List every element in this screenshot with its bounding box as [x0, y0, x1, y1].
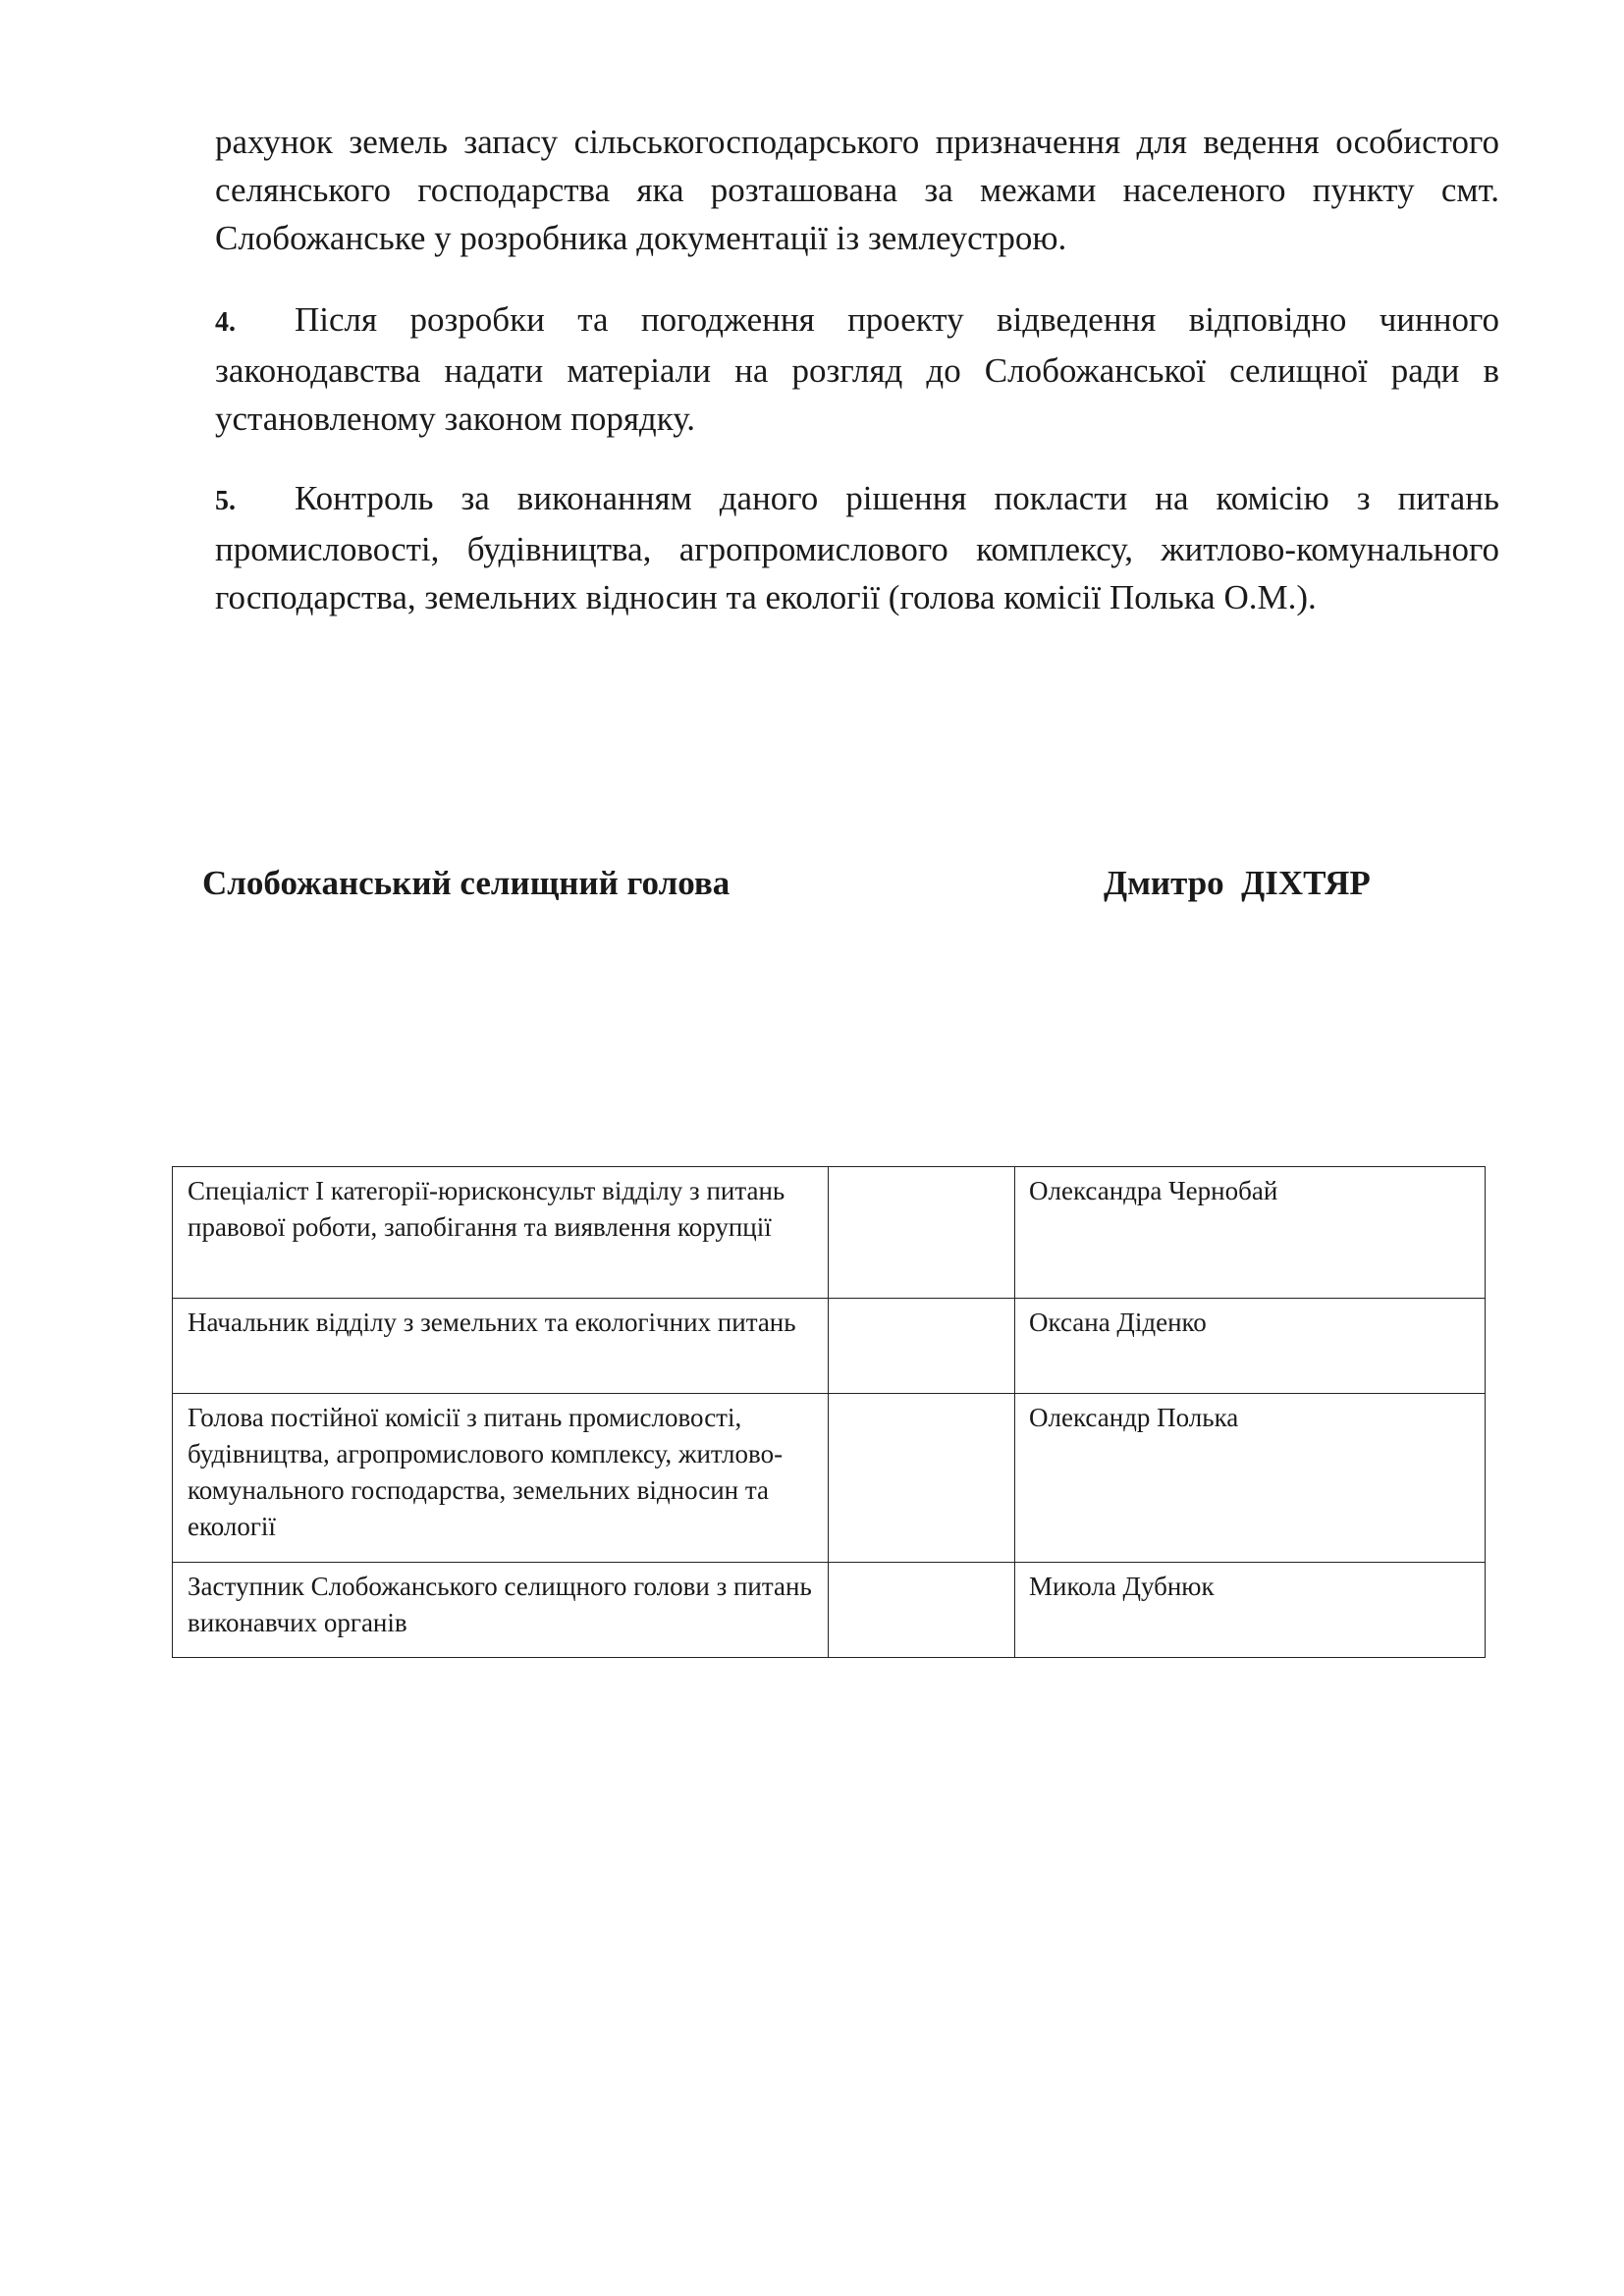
- approver-signature: [829, 1299, 1015, 1394]
- approver-signature: [829, 1167, 1015, 1299]
- approver-signature: [829, 1563, 1015, 1658]
- approver-name: Олександр Полька: [1015, 1394, 1486, 1563]
- approver-position: Заступник Слобожанського селищного голови з питань виконавчих органів: [173, 1563, 829, 1658]
- approver-name: Оксана Діденко: [1015, 1299, 1486, 1394]
- item-number: 4.: [215, 307, 236, 338]
- approver-name: Микола Дубнюк: [1015, 1563, 1486, 1658]
- item-text: Контроль за виконанням даного рішення покласти на комісію з питань промисловості, будівництва, агропромислового комплексу, житлово-комунального господарства, земельних відносин та екології (голова комісії Полька О.М.).: [215, 479, 1499, 616]
- table-row: [173, 1563, 1486, 1658]
- approver-signature: [829, 1394, 1015, 1563]
- paragraph-continuation: рахунок земель запасу сільськогосподарського призначення для ведення особистого селянського господарства яка розташована за межами населеного пункту смт. Слобожанське у розробника документації із землеустрою.: [215, 123, 1499, 257]
- table-row: [173, 1299, 1486, 1394]
- paragraph-item-4: [215, 295, 1499, 443]
- approver-position: Начальник відділу з земельних та екологічних питань: [173, 1299, 829, 1394]
- approver-position: Голова постійної комісії з питань промисловості, будівництва, агропромислового комплексу, житлово-комунального господарства, земельних відносин та екології: [173, 1394, 829, 1563]
- item-text: Після розробки та погодження проекту відведення відповідно чинного законодавства надати матеріали на розгляд до Слобожанської селищної ради в установленому законом порядку.: [215, 300, 1499, 438]
- approver-position: Спеціаліст І категорії-юрисконсульт відділу з питань правової роботи, запобігання та виявлення корупції: [173, 1167, 829, 1299]
- paragraph-item-5: [215, 474, 1499, 621]
- table-row: [173, 1394, 1486, 1563]
- item-number: 5.: [215, 486, 236, 516]
- approvals-table: [172, 1166, 1486, 1658]
- signature-position: Слобожанський селищний голова: [202, 864, 731, 902]
- approver-name: Олександра Чернобай: [1015, 1167, 1486, 1299]
- signature-name: Дмитро ДІХТЯР: [1104, 864, 1371, 902]
- table-row: [173, 1167, 1486, 1299]
